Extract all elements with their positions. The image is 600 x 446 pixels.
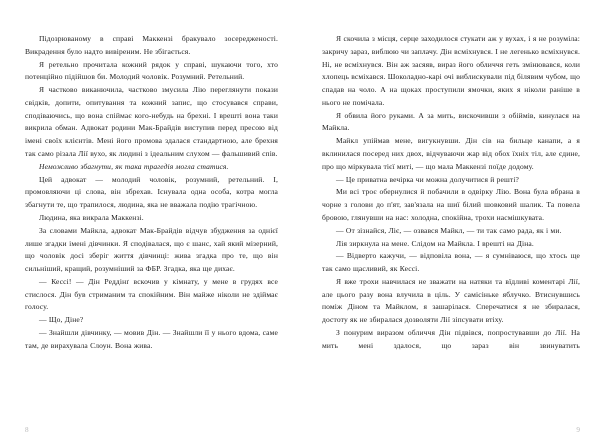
paragraph: Людина, яка викрала Маккензі. [39,212,144,222]
paragraph: Я частково виканючила, частково змусила Лію переглянути покази свідків, допити, опитування та кожний запис, що стосувався справи, сподіваючись, що вона спіймає кого-небудь на брехні. І врешті вона таки викрила обман. Адвокат родини Мак-Брайдів виступив перед пресою від імені своїх клієнтів. Мені його промова здалася стандартною, але брехня так само різала Лії вухо, як людині з ідеальним слухом — фальшивий спів. [25,85,278,159]
paragraph: Майкл упіймав мене, вигукнувши. Дін сів на бильце канапи, а я вклинилася посеред них двох, відчуваючи жар від обох їхніх тіл, але єдине, про що міркувала тієї миті, — що мала Маккензі поїде додому. [322,136,580,171]
paragraph: — От зізнайся, Ліє, — озвався Майкл, — ти так само рада, як і ми. [336,225,562,235]
page-right [300,0,600,446]
paragraph: Ми всі троє обернулися й побачили в одвірку Лію. Вона була вбрана в чорне з голови до п'ят, зав'язала на шиї білий шовковий шалик. Та повела бровою, глянувши на нас: холодна, спокійна, трохи насмішкувата. [322,187,580,222]
paragraph: Підозрюваному в справі Маккензі бракувало зосередженості. Викрадення було надто вивіреним. Не збігається. [25,34,278,56]
paragraph: Я вже трохи навчилася не зважати на натяки та вїдливі коментарі Лії, але цього разу вона влучила в ціль. У самісіньке яблучко. Втиснувшись поміж Діном та Майклом, я зашарілася. Сперечатися я не збиралася, достоту як не збиралася дозволяти Лії зіпсувати втіху. [322,276,580,325]
paragraph: — Знайшли дівчинку, — мовив Дін. — Знайшли її у нього вдома, саме там, де вирахувала Слоун. Вона жива. [25,327,278,350]
paragraph: — Це приватна вечірка чи можна долучитися й решті? [336,174,520,184]
paragraph: З понурим виразом обличчя Дін підвівся, попростувавши до Лії. На мить мені здалося, що зараз він звинуватить [322,327,580,350]
paragraph-italic: Неможливо збагнути, як така трагедія могла статися. [39,161,229,171]
paragraph: Я скочила з місця, серце заходилося стукати аж у вухах, і я не розуміла: закричу зараз, виблюю чи заплачу. Дін всміхнувся. І не легенько всміхнувся. Ні, не всміхнувся. Він аж засяяв, вираз його обличчя геть змінювався, коли хлопець всміхався. Шоколадно-карі очі виблискували під білявим чубом, що спадав на чоло. А на щоках проступили ямочки, яких я ніколи раніше в нього не помічала. [322,34,580,107]
paragraph: — Відверто кажучи, — відповіла вона, — я сумніваюся, що хтось ще так само щасливий, як Кессі. [322,251,580,274]
paragraph: За словами Майкла, адвокат Мак-Брайдів відчув збудження за однієї лише згадки імені дівчинки. Я сподівалася, що є шанс, хай який мізерний, що чоловік досі зберіг життя дівчинці: жива згадка про те, що він сильніший, кращий, розумніший за ФБР. Згадка, яка ще дихає. [25,225,278,274]
page-left-text [25,33,278,353]
page-number-left: 8 [25,426,29,434]
paragraph: Цей адвокат — молодий чоловік, розумний, ретельний. І, промовляючи ці слова, він збрехав. Існувала одна особа, котра могла збагнути те, що трапилося, людина, яка не вважала подію трагічною. [25,174,278,210]
paragraph: Лія зиркнула на мене. Слідом на Майкла. І врешті на Діна. [336,238,534,248]
page-right-text [322,33,580,365]
paragraph: — Що, Діне? [39,315,84,325]
paragraph: — Кессі! — Дін Реддінґ вскочив у кімнату, у мене в грудях все стислося. Дін був стриманим та спокійним. Він майже ніколи не здіймає голосу. [25,276,278,312]
paragraph: Я обвила його руками. А за мить, вискочивши з обіймів, кинулася на Майкла. [322,110,580,133]
paragraph: Я ретельно прочитала кожний рядок у справі, шукаючи того, хто потенційно підійшов би. Молодий чоловік. Розумний. Ретельний. [25,59,278,82]
page-number-right: 9 [576,426,580,434]
